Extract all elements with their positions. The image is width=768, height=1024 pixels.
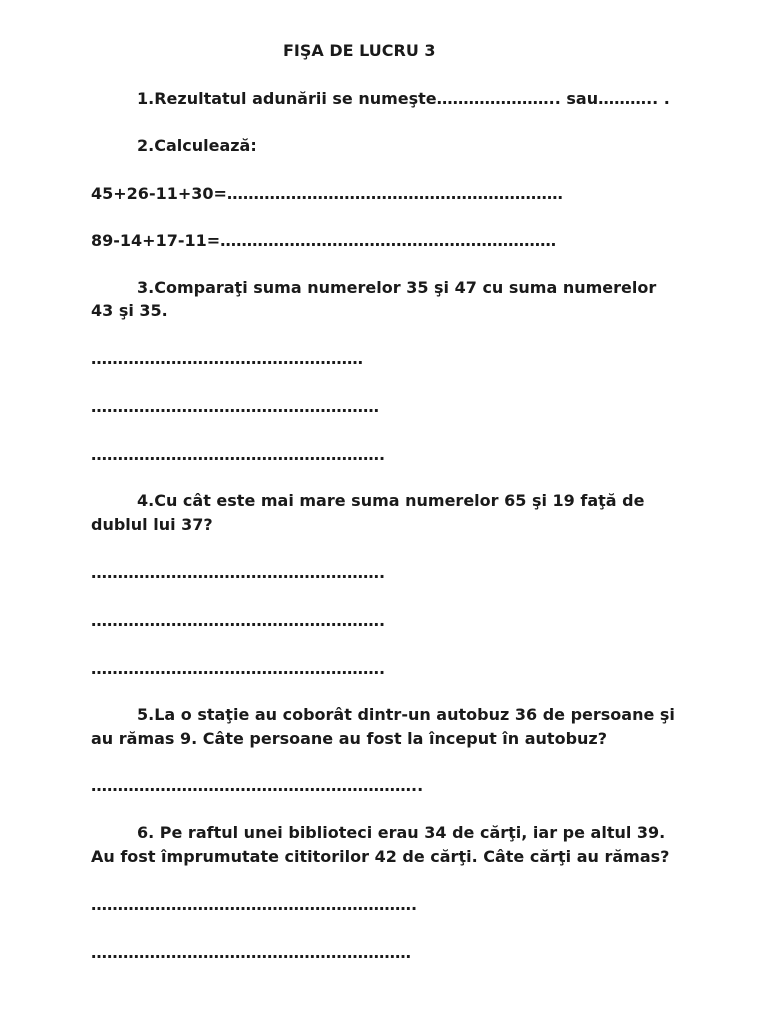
exercise-2a: 45+26-11+30=………………………………………………………: [91, 184, 563, 203]
question-4-line-2: dublul lui 37?: [91, 515, 213, 534]
answer-line: ……………………………………………….: [91, 563, 386, 582]
question-3-line-1: 3.Comparaţi suma numerelor 35 şi 47 cu suma numerelor: [137, 278, 657, 297]
question-6-line-2: Au fost împrumutate cititorilor 42 de cărţi. Câte cărţi au rămas?: [91, 847, 670, 866]
answer-line: …………………………………………………….: [91, 895, 418, 914]
worksheet-title: FIŞA DE LUCRU 3: [283, 41, 436, 60]
answer-line: ……………………………………………….: [91, 659, 386, 678]
exercise-2b: 89-14+17-11=………………………………………………………: [91, 231, 557, 250]
question-3-line-2: 43 şi 35.: [91, 301, 168, 320]
answer-line: ……………………………………………………: [91, 943, 411, 962]
question-5-line-2: au rămas 9. Câte persoane au fost la început în autobuz?: [91, 729, 608, 748]
question-5-line-1: 5.La o staţie au coborât dintr-un autobuz 36 de persoane şi: [137, 705, 675, 724]
answer-line: ……………………………………………….: [91, 445, 386, 464]
answer-line: ……………………………………………….: [91, 611, 386, 630]
question-4-line-1: 4.Cu cât este mai mare suma numerelor 65 şi 19 faţă de: [137, 491, 645, 510]
answer-line: ……………………………………………: [91, 349, 363, 368]
answer-line: ………………………………………………: [91, 397, 379, 416]
question-1: 1.Rezultatul adunării se numeşte………………….. sau……….. .: [137, 89, 670, 108]
question-2: 2.Calculează:: [137, 136, 257, 155]
answer-line: ……………………………………………………..: [91, 776, 424, 795]
question-6-line-1: 6. Pe raftul unei biblioteci erau 34 de cărţi, iar pe altul 39.: [137, 823, 666, 842]
